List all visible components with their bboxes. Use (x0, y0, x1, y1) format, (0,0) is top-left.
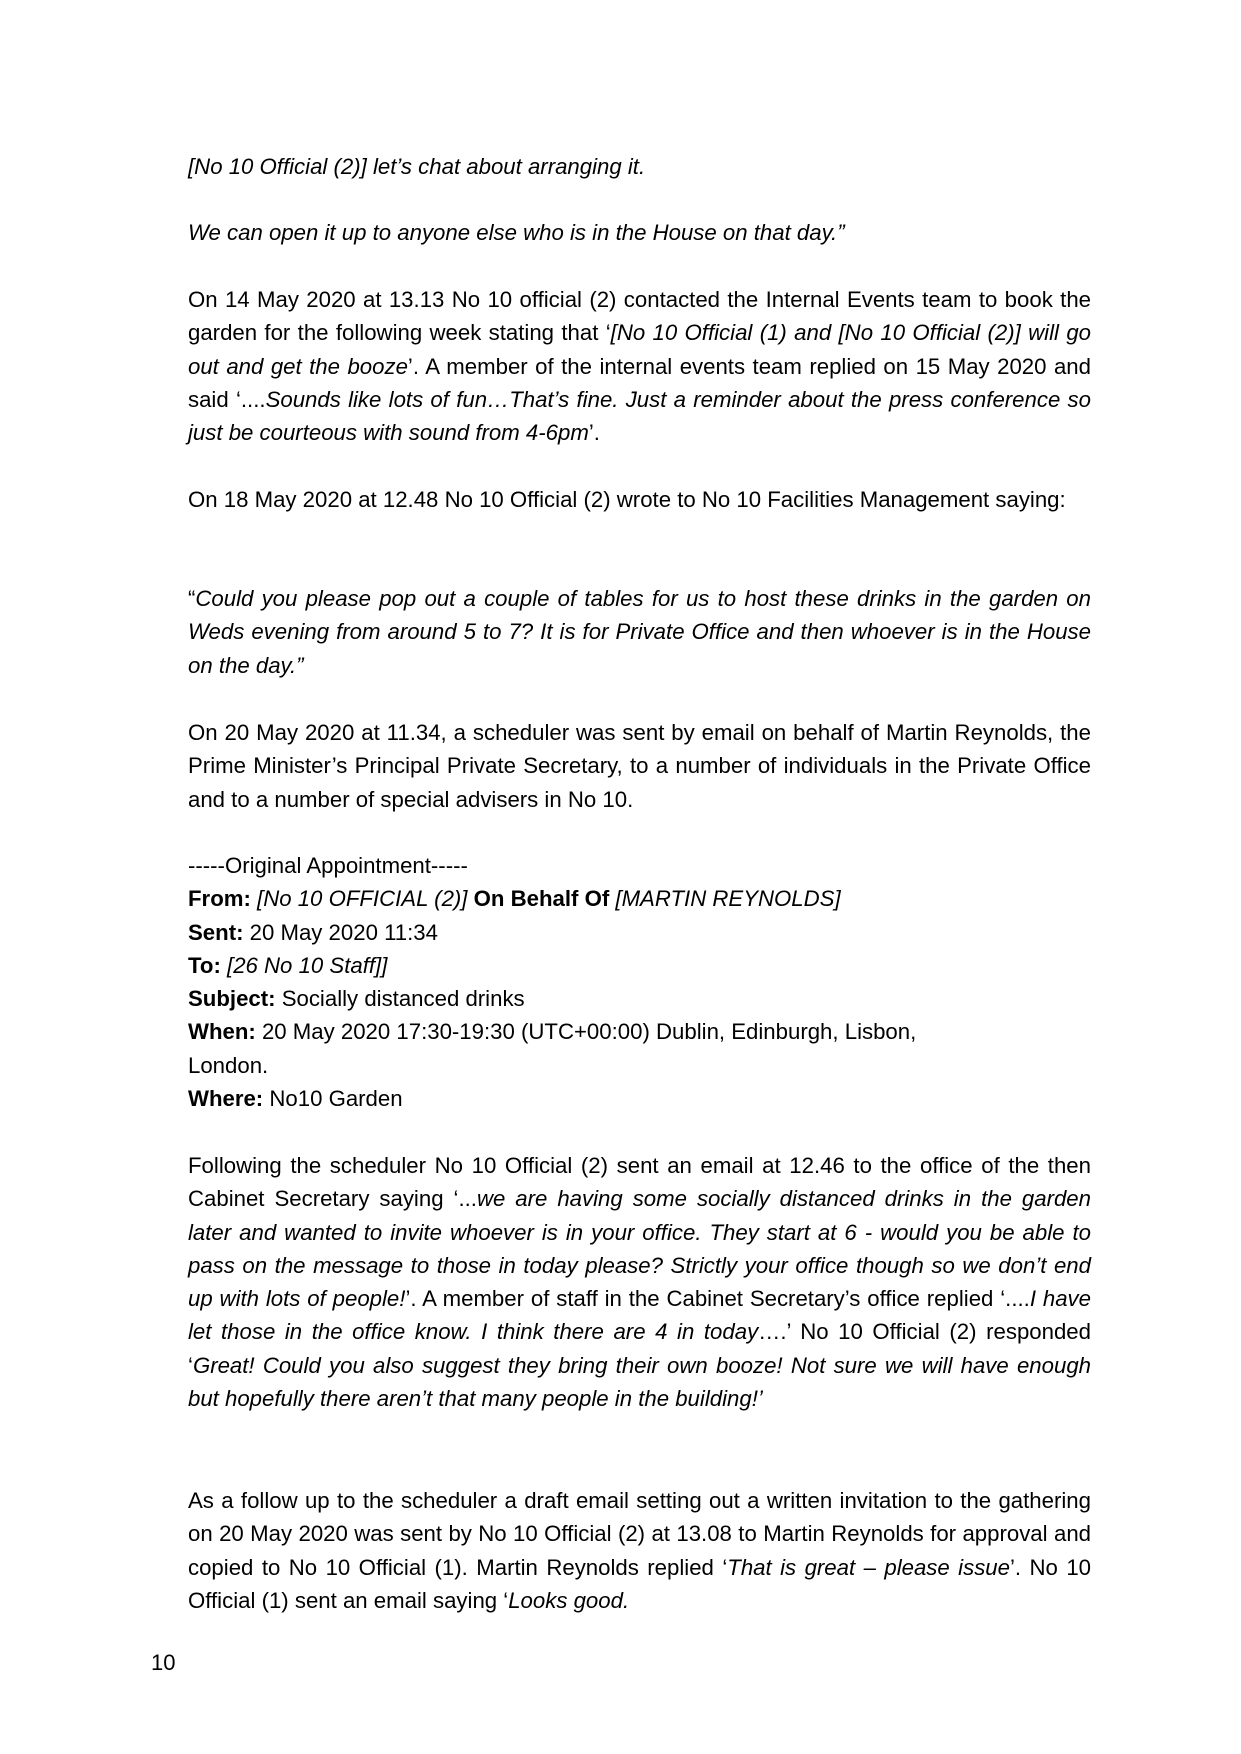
field-label: When: (188, 1019, 256, 1045)
paragraph-14-may (188, 283, 1091, 449)
italic-quoted-text: we are having some socially distanced drinks in the garden later and wanted to invite whoever is in your office. They start at 6 - would you be able to pass on the message to those in today please? Strictly your office though so we don’t end up with lots of people! (188, 1186, 1091, 1312)
body-text: On 18 May 2020 at 12.48 No 10 Official (2) wrote to No 10 Facilities Management saying: (188, 487, 1066, 512)
paragraph-18-may (188, 483, 1091, 516)
body-text: ’. A member of staff in the Cabinet Secretary’s office replied ‘.... (405, 1286, 1030, 1312)
body-text: ….’ No 10 Official (2) responded ‘ (188, 1319, 1091, 1378)
italic-quoted-text: [MARTIN REYNOLDS] (615, 886, 841, 912)
quote-continuation-line-2 (188, 216, 1091, 249)
field-value (263, 1086, 402, 1111)
field-value (221, 953, 388, 978)
italic-quoted-text: [26 No 10 Staff]] (227, 952, 388, 978)
italic-quoted-text: Great! Could you also suggest they bring their own booze! Not sure we will have enough but hopefully there aren’t that many people in the building!’ (188, 1352, 1091, 1412)
paragraph-20-may-scheduler (188, 716, 1091, 816)
page-number: 10 (151, 1650, 176, 1675)
appointment-where (188, 1082, 1091, 1115)
body-text: Following the scheduler No 10 Official (2) sent an email at 12.46 to the office of the then Cabinet Secretary saying ‘... (188, 1153, 1091, 1212)
quote-continuation-line-1 (188, 150, 1091, 183)
appointment-separator: -----Original Appointment----- (188, 853, 468, 878)
field-value (188, 1019, 916, 1077)
body-text: As a follow up to the scheduler a draft email setting out a written invitation to the gathering on 20 May 2020 was sent by No 10 Official (2) at 13.08 to Martin Reynolds for approval and copied to No 10 Official (1). Martin Reynolds replied ‘ (188, 1488, 1091, 1580)
body-text: On 14 May 2020 at 13.13 No 10 official (2) contacted the Internal Events team to book the garden for the following week stating that ‘ (188, 287, 1091, 346)
italic-quoted-text: We can open it up to anyone else who is in the House on that day.” (188, 220, 845, 245)
field-label: From: (188, 886, 251, 912)
body-text: ’. A member of the internal events team replied on 15 May 2020 and said ‘.... (188, 353, 1091, 412)
field-label: Subject: (188, 986, 276, 1012)
appointment-subject (188, 982, 1091, 1015)
body-text: ’. No 10 Official (1) sent an email saying ‘ (188, 1554, 1091, 1613)
body-text: Socially distanced drinks (275, 986, 525, 1012)
paragraph-follow-up-invitation (188, 1484, 1091, 1617)
italic-quoted-text: That is great – please issue (727, 1554, 1010, 1580)
original-appointment-block (188, 849, 1091, 1115)
italic-quoted-text: Could you please pop out a couple of tables for us to host these drinks in the garden on Weds evening from around 5 to 7? It is for Private Office and then whoever is in the House on the day.” (188, 586, 1091, 678)
italic-quoted-text: [No 10 OFFICIAL (2)] (257, 886, 468, 912)
field-value (243, 920, 438, 945)
appointment-to (188, 949, 1091, 982)
body-text: 20 May 2020 17:30-19:30 (UTC+00:00) Dublin, Edinburgh, Lisbon, London. (188, 1019, 917, 1078)
appointment-sent (188, 916, 1091, 949)
body-text: “ (188, 586, 196, 611)
italic-quoted-text: [No 10 Official (1) and [No 10 Official (2)] will go out and get the booze (188, 320, 1091, 379)
body-text: 20 May 2020 11:34 (243, 919, 438, 945)
body-text: On 20 May 2020 at 11.34, a scheduler was sent by email on behalf of Martin Reynolds, the Prime Minister’s Principal Private Secretary, to a number of individuals in the Private Office and to a number of special advisers in No 10. (188, 720, 1091, 812)
field-label: To: (188, 952, 221, 978)
appointment-when (188, 1015, 948, 1082)
field-value (276, 986, 525, 1011)
appointment-from (188, 882, 1091, 915)
field-label: Sent: (188, 919, 244, 945)
field-value (251, 886, 841, 911)
italic-quoted-text: [No 10 Official (2)] let’s chat about arranging it. (188, 154, 646, 179)
field-label: Where: (188, 1086, 264, 1112)
bold-text: On Behalf Of (467, 886, 616, 912)
quote-facilities-request (188, 582, 1091, 682)
body-text: No10 Garden (263, 1086, 403, 1112)
italic-quoted-text: Looks good. (508, 1587, 630, 1613)
paragraph-following-scheduler (188, 1149, 1091, 1415)
italic-quoted-text: I have let those in the office know. I think there are 4 in today (188, 1286, 1091, 1345)
italic-quoted-text: Sounds like lots of fun…That’s fine. Just a reminder about the press conference so just be courteous with sound from 4-6pm (188, 386, 1091, 446)
body-text: ’. (588, 420, 600, 446)
